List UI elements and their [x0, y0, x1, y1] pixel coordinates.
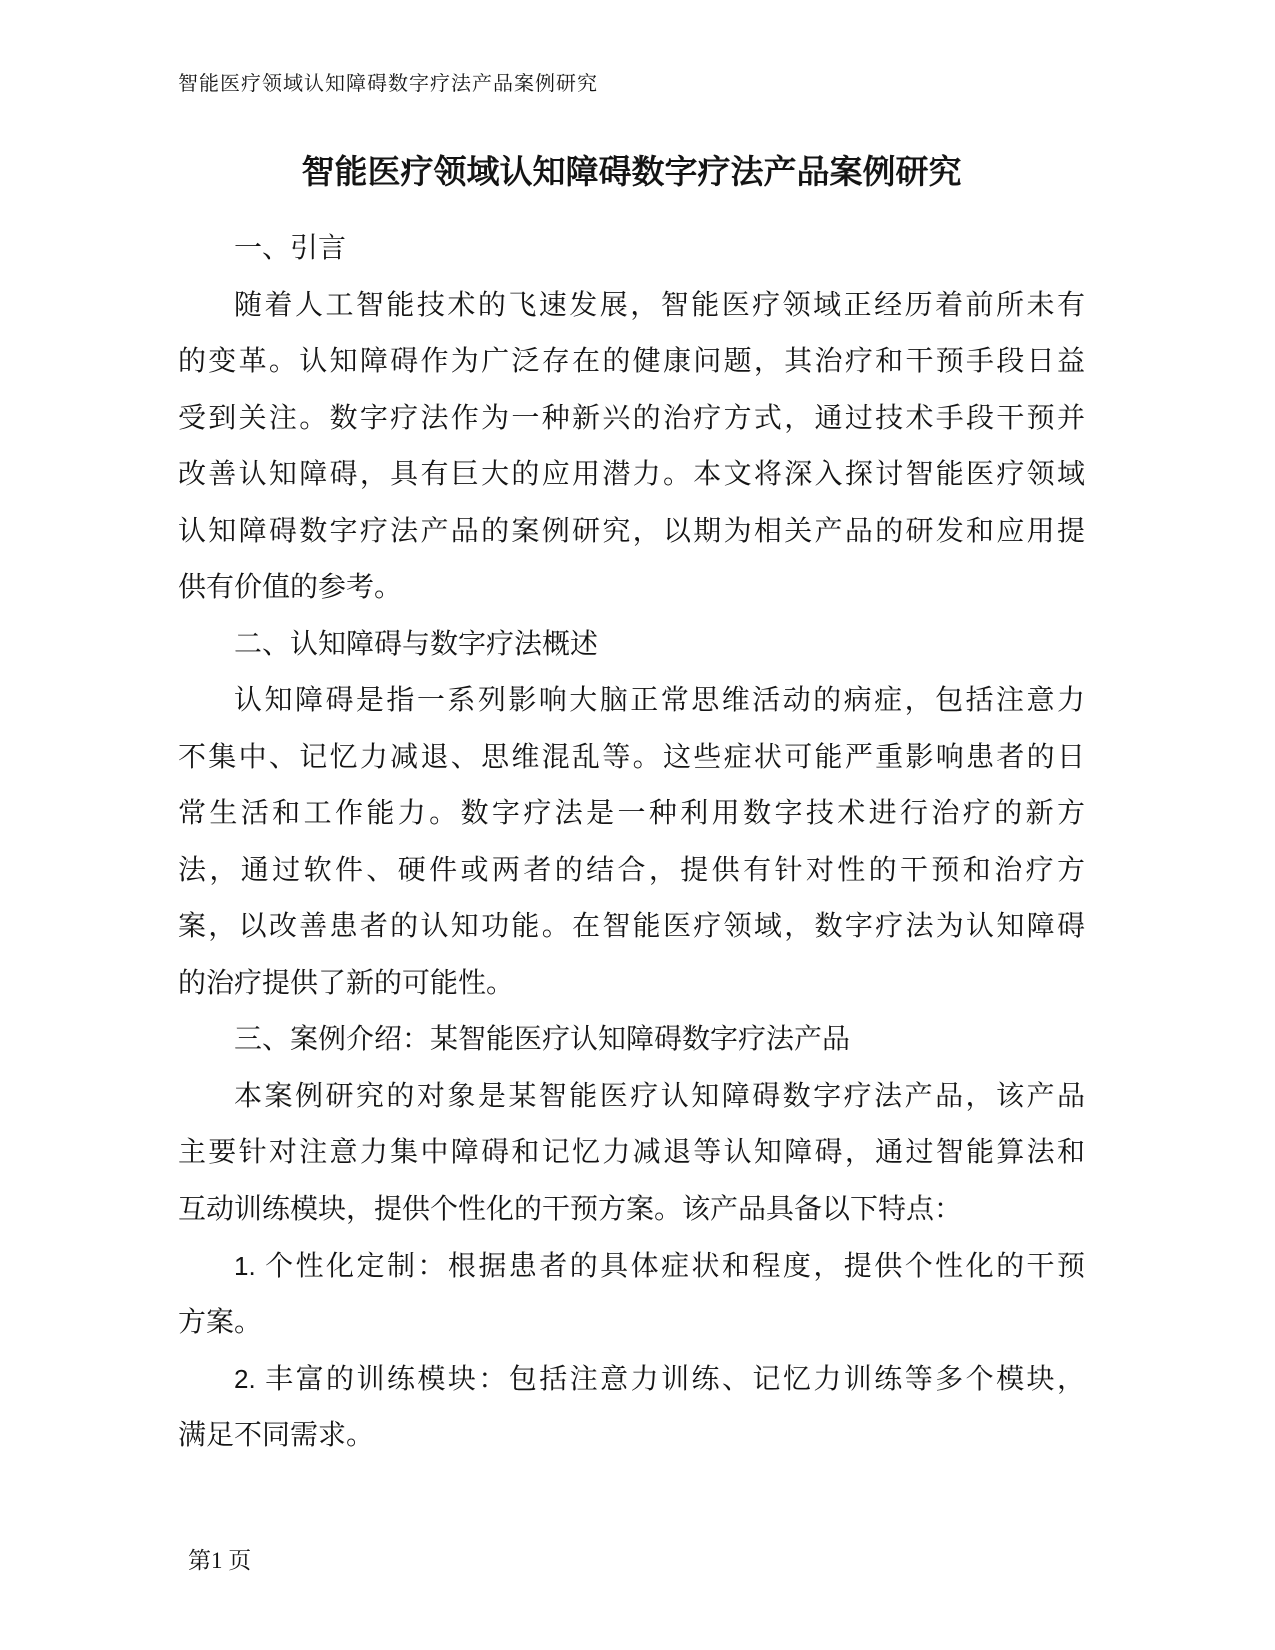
- paragraph-line: 的变革。认知障碍作为广泛存在的健康问题，其治疗和干预手段日益: [178, 346, 1085, 377]
- paragraph-line: 的治疗提供了新的可能性。: [178, 967, 515, 999]
- paragraph-line: 互动训练模块，提供个性化的干预方案。该产品具备以下特点：: [178, 1193, 963, 1225]
- paragraph-line: 认知障碍数字疗法产品的案例研究，以期为相关产品的研发和应用提: [178, 515, 1085, 547]
- list-number: 2.: [234, 1364, 256, 1394]
- heading-line: 三、案例介绍：某智能医疗认知障碍数字疗法产品: [234, 1024, 851, 1055]
- paragraph-line: 1. 个性化定制：根据患者的具体症状和程度，提供个性化的干预: [234, 1251, 1085, 1282]
- list-number: 1.: [234, 1251, 256, 1281]
- paragraph-line: 常生活和工作能力。数字疗法是一种利用数字技术进行治疗的新方: [178, 798, 1085, 829]
- document-header: 智能医疗领域认知障碍数字疗法产品案例研究: [178, 73, 598, 95]
- paragraph-line: 方案。: [178, 1306, 263, 1338]
- paragraph-line: 受到关注。数字疗法作为一种新兴的治疗方式，通过技术手段干预并: [178, 402, 1085, 434]
- paragraph-line: 本案例研究的对象是某智能医疗认知障碍数字疗法产品，该产品: [234, 1080, 1085, 1112]
- document-body: [178, 221, 1085, 1464]
- paragraph-line: 2. 丰富的训练模块：包括注意力训练、记忆力训练等多个模块，: [234, 1364, 1085, 1395]
- paragraph-line: 不集中、记忆力减退、思维混乱等。这些症状可能严重影响患者的日: [178, 741, 1085, 773]
- page-title: 智能医疗领域认知障碍数字疗法产品案例研究: [301, 155, 962, 191]
- paragraph-line: 随着人工智能技术的飞速发展，智能医疗领域正经历着前所未有: [234, 289, 1085, 321]
- heading-line: 二、认知障碍与数字疗法概述: [234, 628, 599, 660]
- paragraph-line: 法，通过软件、硬件或两者的结合，提供有针对性的干预和治疗方: [178, 854, 1085, 886]
- heading-line: 一、引言: [234, 233, 347, 264]
- paragraph-line: 认知障碍是指一系列影响大脑正常思维活动的病症，包括注意力: [234, 685, 1085, 716]
- paragraph-line: 满足不同需求。: [178, 1419, 375, 1451]
- paragraph-line: 主要针对注意力集中障碍和记忆力减退等认知障碍，通过智能算法和: [178, 1137, 1085, 1168]
- paragraph-line: 供有价值的参考。: [178, 572, 403, 603]
- footer-page-number: 第1 页: [188, 1548, 252, 1573]
- paragraph-line: 案，以改善患者的认知功能。在智能医疗领域，数字疗法为认知障碍: [178, 911, 1085, 942]
- paragraph-line: 改善认知障碍，具有巨大的应用潜力。本文将深入探讨智能医疗领域: [178, 459, 1085, 490]
